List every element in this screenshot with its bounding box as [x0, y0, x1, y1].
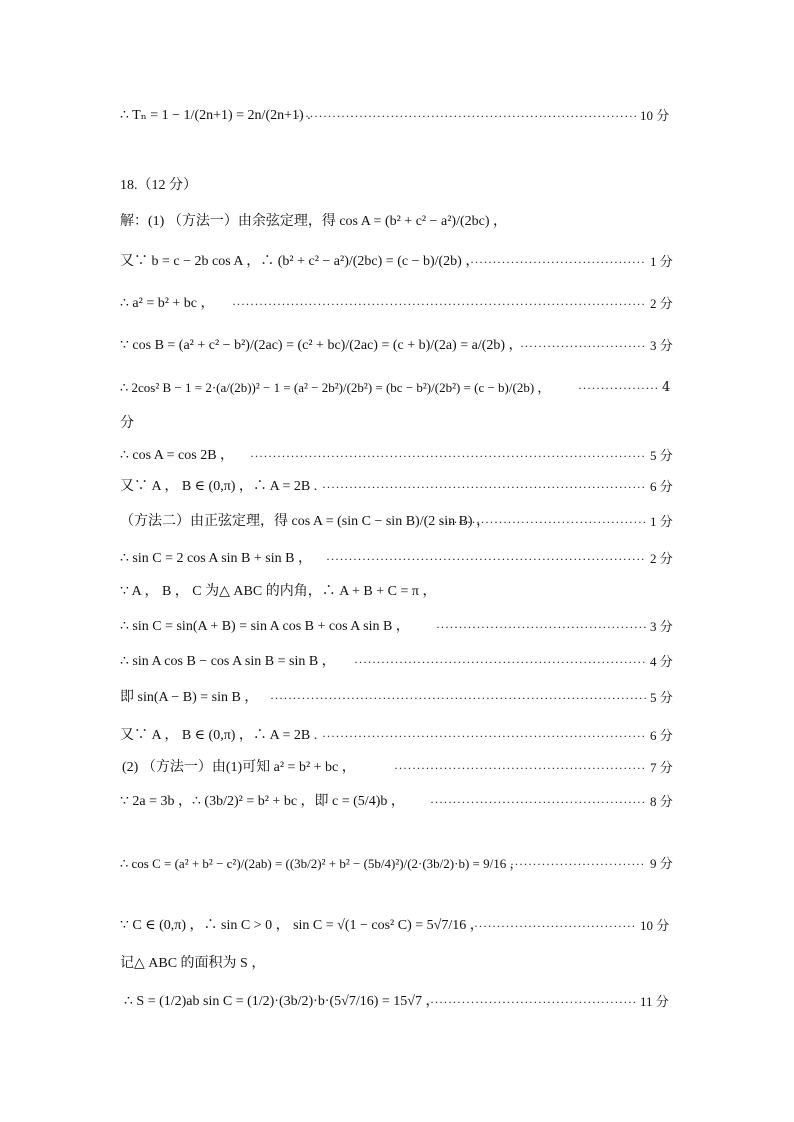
line-23 [0, 988, 794, 1016]
line-16-score: 5 分 [650, 690, 673, 705]
line-9-score: 5 分 [650, 448, 673, 463]
dot-leader [430, 788, 646, 816]
line-12-math: ∴ sin C = 2 cos A sin B + sin B ， [120, 551, 312, 566]
dot-leader [354, 648, 646, 676]
dot-leader [510, 850, 646, 878]
line-19 [0, 788, 794, 816]
line-16 [0, 684, 794, 712]
line-21-score: 10 分 [640, 918, 670, 933]
dot-leader [322, 473, 646, 501]
line-5-math: ∴ a² = b² + bc ， [120, 296, 215, 311]
question-number: 18.（12 分） [120, 178, 197, 193]
line-17 [0, 722, 794, 750]
line-6-math: ∵ cos B = (a² + c² − b²)/(2ac) = (c² + bc)/(2ac) = (c + b)/(2a) = a/(2b) ， [120, 338, 523, 353]
line-1-math: ∴ Tₙ = 1 − 1/(2n+1) = 2n/(2n+1) . [120, 108, 311, 123]
line-5 [0, 290, 794, 318]
line-11-score: 1 分 [650, 514, 673, 529]
line-4-math: 又∵ b = c − 2b cos A ，∴ (b² + c² − a²)/(2bc) = (c − b)/(2b) ， [120, 254, 480, 269]
dot-leader [296, 102, 636, 130]
line-14-score: 3 分 [650, 619, 673, 634]
line-8-unit: 分 [120, 416, 134, 431]
line-3-math: 解：(1) （方法一）由余弦定理，得 cos A = (b² + c² − a²)/(2bc) ， [120, 214, 508, 229]
dot-leader [270, 684, 646, 712]
line-7 [0, 374, 794, 402]
dot-leader [326, 545, 646, 573]
line-22 [0, 950, 794, 978]
line-19-score: 8 分 [650, 794, 673, 809]
line-21 [0, 912, 794, 940]
question-header [0, 172, 794, 200]
line-11 [0, 508, 794, 536]
line-14-math: ∴ sin C = sin(A + B) = sin A cos B + cos A sin B ， [120, 619, 410, 634]
dot-leader [440, 508, 646, 536]
line-20 [0, 850, 794, 878]
line-6-score: 3 分 [650, 338, 673, 353]
dot-leader [578, 374, 658, 402]
dot-leader [394, 754, 646, 782]
line-11-math: （方法二）由正弦定理，得 cos A = (sin C − sin B)/(2 sin B) ， [120, 514, 491, 529]
line-19-math: ∵ 2a = 3b ，∴ (3b/2)² = b² + bc ，即 c = (5/4)b ， [120, 794, 405, 809]
dot-leader [470, 248, 646, 276]
dot-leader [430, 988, 636, 1016]
line-7-score: 4 [662, 380, 671, 395]
line-10-math: 又∵ A ， B ∈ (0,π) ，∴ A = 2B . [120, 479, 318, 494]
line-10-score: 6 分 [650, 479, 673, 494]
line-9-math: ∴ cos A = cos 2B ， [120, 448, 235, 463]
line-4 [0, 248, 794, 276]
line-17-score: 6 分 [650, 728, 673, 743]
line-8 [0, 410, 794, 438]
line-20-math: ∴ cos C = (a² + b² − c²)/(2ab) = ((3b/2)² + b² − (5b/4)²)/(2·(3b/2)·b) = 9/16 ， [120, 856, 523, 871]
line-7-math: ∴ 2cos² B − 1 = 2·(a/(2b))² − 1 = (a² − 2b²)/(2b²) = (bc − b²)/(2b²) = (c − b)/(2b) ， [120, 380, 551, 395]
line-10 [0, 473, 794, 501]
line-20-score: 9 分 [650, 856, 673, 871]
line-13-math: ∵ A ， B ， C 为△ ABC 的内角，∴ A + B + C = π ， [120, 584, 437, 599]
line-15-score: 4 分 [650, 654, 673, 669]
line-1-score: 10 分 [640, 108, 670, 123]
line-12 [0, 545, 794, 573]
dot-leader [322, 722, 646, 750]
line-13 [0, 578, 794, 606]
dot-leader [232, 290, 646, 318]
line-18 [0, 754, 794, 782]
line-4-score: 1 分 [650, 254, 673, 269]
dot-leader [250, 442, 646, 470]
line-23-score: 11 分 [640, 994, 669, 1009]
line-6 [0, 332, 794, 360]
line-18-score: 7 分 [650, 760, 673, 775]
line-16-math: 即 sin(A − B) = sin B ， [120, 690, 259, 705]
line-3 [0, 208, 794, 236]
line-14 [0, 613, 794, 641]
line-15-math: ∴ sin A cos B − cos A sin B = sin B ， [120, 654, 336, 669]
line-12-score: 2 分 [650, 551, 673, 566]
dot-leader [436, 613, 646, 641]
dot-leader [520, 332, 646, 360]
line-17-math: 又∵ A ， B ∈ (0,π) ，∴ A = 2B . [120, 728, 318, 743]
line-15 [0, 648, 794, 676]
line-21-math: ∵ C ∈ (0,π) ，∴ sin C > 0 ， sin C = √(1 − cos² C) = 5√7/16 ， [120, 918, 484, 933]
line-5-score: 2 分 [650, 296, 673, 311]
line-9 [0, 442, 794, 470]
line-22-math: 记△ ABC 的面积为 S ， [120, 956, 266, 971]
line-23-math: ∴ S = (1/2)ab sin C = (1/2)·(3b/2)·b·(5√7/16) = 15√7 ， [124, 994, 440, 1009]
line-1 [0, 102, 794, 130]
dot-leader [474, 912, 636, 940]
line-18-math: (2) （方法一）由(1)可知 a² = b² + bc ， [122, 760, 356, 775]
